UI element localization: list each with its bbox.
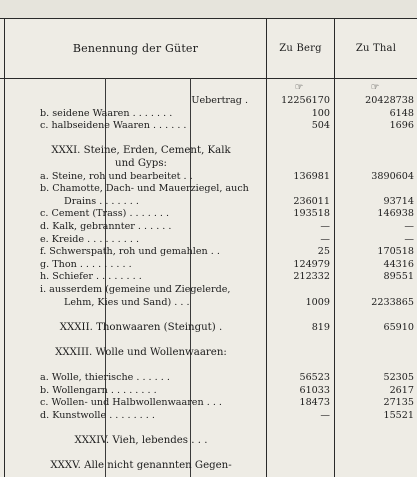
value-thal: 2617 — [389, 384, 414, 396]
row-label-text: c. Wollen- und Halbwollenwaaren — [40, 397, 204, 409]
row-leader-dots: . . . . . . . — [126, 208, 170, 220]
row-leader-dots: . . . . . . — [133, 372, 170, 384]
row-label-text: a. Wolle, thierische — [40, 372, 134, 384]
row-label — [40, 397, 262, 409]
row-label-text: XXXIII. Wolle und Wollenwaaren: — [55, 347, 227, 358]
value-thal: 3890604 — [371, 170, 414, 182]
row-label-text: c. halbseidene Waaren — [40, 120, 150, 132]
row-label — [40, 410, 262, 422]
table-row — [0, 171, 417, 183]
row-leader-dots: . . — [207, 246, 220, 258]
row-leader-dots: . . . — [203, 397, 222, 409]
row-leader-dots: . . . . . . . . — [92, 271, 142, 283]
table-row — [0, 145, 417, 157]
table-row — [0, 297, 417, 309]
row-label — [40, 259, 262, 271]
value-berg: — — [320, 233, 330, 245]
row-label-text: e. Kreide — [40, 233, 85, 245]
row-label — [64, 196, 286, 208]
value-thal: 52305 — [383, 372, 414, 384]
row-label-text: XXXV. Alle nicht genannten Gegen- — [50, 460, 232, 472]
value-berg: 819 — [311, 321, 330, 333]
row-leader-dots: . . . . . . . . — [106, 410, 155, 421]
value-berg: 12256170 — [281, 95, 330, 106]
top-margin-strip — [0, 0, 417, 18]
row-label — [40, 246, 262, 258]
table-row — [0, 372, 417, 384]
row-label — [40, 208, 262, 220]
row-label — [64, 297, 286, 309]
row-label — [40, 385, 262, 397]
row-label — [20, 347, 262, 359]
column-header-berg — [267, 18, 334, 78]
value-thal: 1696 — [389, 120, 414, 132]
value-thal: 146938 — [377, 208, 414, 220]
row-label — [40, 372, 262, 384]
table-row — [0, 360, 417, 372]
row-label — [40, 271, 262, 283]
table-row — [0, 246, 417, 258]
value-thal: 170518 — [377, 246, 414, 258]
table-row — [0, 208, 417, 220]
row-label-text: c. Cement (Trass) — [40, 208, 127, 220]
table-row — [0, 158, 417, 170]
row-label — [20, 158, 262, 170]
column-header-thal — [335, 18, 417, 78]
row-label — [20, 145, 262, 157]
row-leader-dots: . . . . . . . . . — [84, 233, 140, 245]
row-label — [40, 183, 262, 195]
row-label-text: Uebertrag — [191, 95, 242, 106]
table-row — [0, 385, 417, 397]
row-leader-dots: . . . . . . . — [96, 195, 139, 207]
pointing-hand-icon: ☞ — [294, 82, 304, 93]
row-leader-dots: . . . — [188, 435, 208, 447]
row-leader-dots: . . . — [171, 296, 190, 308]
value-thal: — — [404, 221, 414, 232]
row-label-text: d. Kunstwolle — [40, 410, 107, 421]
table-row — [0, 95, 417, 107]
row-leader-dots: . . . . . . . — [129, 107, 173, 119]
value-berg: 212332 — [293, 271, 330, 283]
value-berg: 136981 — [293, 170, 330, 182]
value-berg: 56523 — [299, 372, 330, 384]
table-row — [0, 196, 417, 208]
value-thal: 93714 — [383, 195, 414, 207]
row-leader-dots: . . . . . . — [134, 221, 172, 232]
value-berg: — — [320, 221, 330, 232]
column-header-goods — [5, 18, 266, 78]
row-label — [20, 95, 262, 107]
value-berg: 124979 — [293, 258, 330, 270]
row-label-text: XXXIV. Vieh, lebendes — [74, 435, 189, 447]
table-row — [0, 221, 417, 233]
table-row — [0, 133, 417, 145]
value-berg: 236011 — [293, 195, 330, 207]
table-row — [0, 271, 417, 283]
table-row — [0, 120, 417, 132]
table-row — [0, 309, 417, 321]
unit-row — [0, 82, 417, 94]
value-thal: 6148 — [389, 107, 414, 119]
row-leader-dots: . . . . . . — [149, 120, 187, 132]
table-row — [0, 397, 417, 409]
row-label-text: b. seidene Waaren — [40, 107, 130, 119]
table-row — [0, 234, 417, 246]
row-label-text: und Gyps: — [115, 158, 167, 169]
table-row — [0, 259, 417, 271]
value-berg: 25 — [317, 246, 330, 258]
table-row — [0, 435, 417, 447]
table-row — [0, 410, 417, 422]
row-label-text: b. Wollengarn — [40, 384, 108, 396]
row-label-text: Lehm, Kies und Sand) — [64, 296, 172, 308]
row-label — [40, 234, 262, 246]
column-header-goods-label: Benennung der Güter — [72, 41, 199, 55]
row-label-text: XXXII. Thonwaaren (Steingut) — [59, 321, 216, 333]
row-label-text: g. Thon — [40, 258, 77, 270]
row-label-text: i. ausserdem (gemeine und Ziegelerde, — [40, 284, 231, 295]
value-berg: 18473 — [299, 397, 330, 409]
row-label-text: b. Chamotte, Dach- und Mauerziegel, auch — [40, 183, 249, 195]
row-label-text: d. Kalk, gebrannter — [40, 221, 135, 232]
value-berg: 193518 — [293, 208, 330, 220]
value-thal: 2233865 — [371, 296, 414, 308]
row-label — [40, 120, 262, 132]
value-thal: 15521 — [383, 410, 414, 421]
row-label — [40, 284, 262, 296]
row-label — [20, 460, 262, 472]
row-label-text: a. Steine, roh und bearbeitet — [40, 170, 181, 182]
value-berg: 61033 — [299, 384, 330, 396]
row-leader-dots: . . — [180, 170, 193, 182]
header-bottom-rule — [0, 78, 417, 79]
table-row — [0, 423, 417, 435]
table-row — [0, 347, 417, 359]
row-label-text: h. Schiefer — [40, 271, 93, 283]
row-leader-dots: . — [215, 321, 223, 333]
value-thal: 27135 — [383, 397, 414, 409]
row-leader-dots: . . . . . . . . — [107, 384, 157, 396]
value-thal: 20428738 — [365, 95, 414, 106]
row-label — [40, 108, 262, 120]
value-thal: 89551 — [383, 271, 414, 283]
value-berg: 100 — [311, 107, 330, 119]
pointing-hand-icon: ☞ — [370, 82, 380, 93]
table-row — [0, 460, 417, 472]
table-row — [0, 322, 417, 334]
value-berg: — — [320, 410, 330, 421]
row-label — [20, 435, 262, 447]
table-row — [0, 108, 417, 120]
value-thal: 44316 — [383, 258, 414, 270]
table-row — [0, 334, 417, 346]
row-label-text: Drains — [64, 195, 97, 207]
row-leader-dots: . — [241, 95, 248, 106]
column-header-thal-label: Zu Thal — [355, 42, 397, 54]
value-thal: 65910 — [383, 321, 414, 333]
row-leader-dots: . . . . . . . . . — [76, 258, 132, 270]
row-label — [20, 322, 262, 334]
table-row — [0, 284, 417, 296]
row-label — [40, 171, 262, 183]
table-row — [0, 448, 417, 460]
value-berg: 1009 — [305, 296, 330, 308]
value-thal: — — [404, 233, 414, 245]
row-label-text: XXXI. Steine, Erden, Cement, Kalk — [51, 145, 231, 157]
row-label — [40, 221, 262, 233]
row-label-text: f. Schwerspath, roh und gemahlen — [40, 246, 208, 258]
table-row — [0, 183, 417, 195]
value-berg: 504 — [311, 120, 330, 132]
column-header-berg-label: Zu Berg — [279, 42, 322, 54]
